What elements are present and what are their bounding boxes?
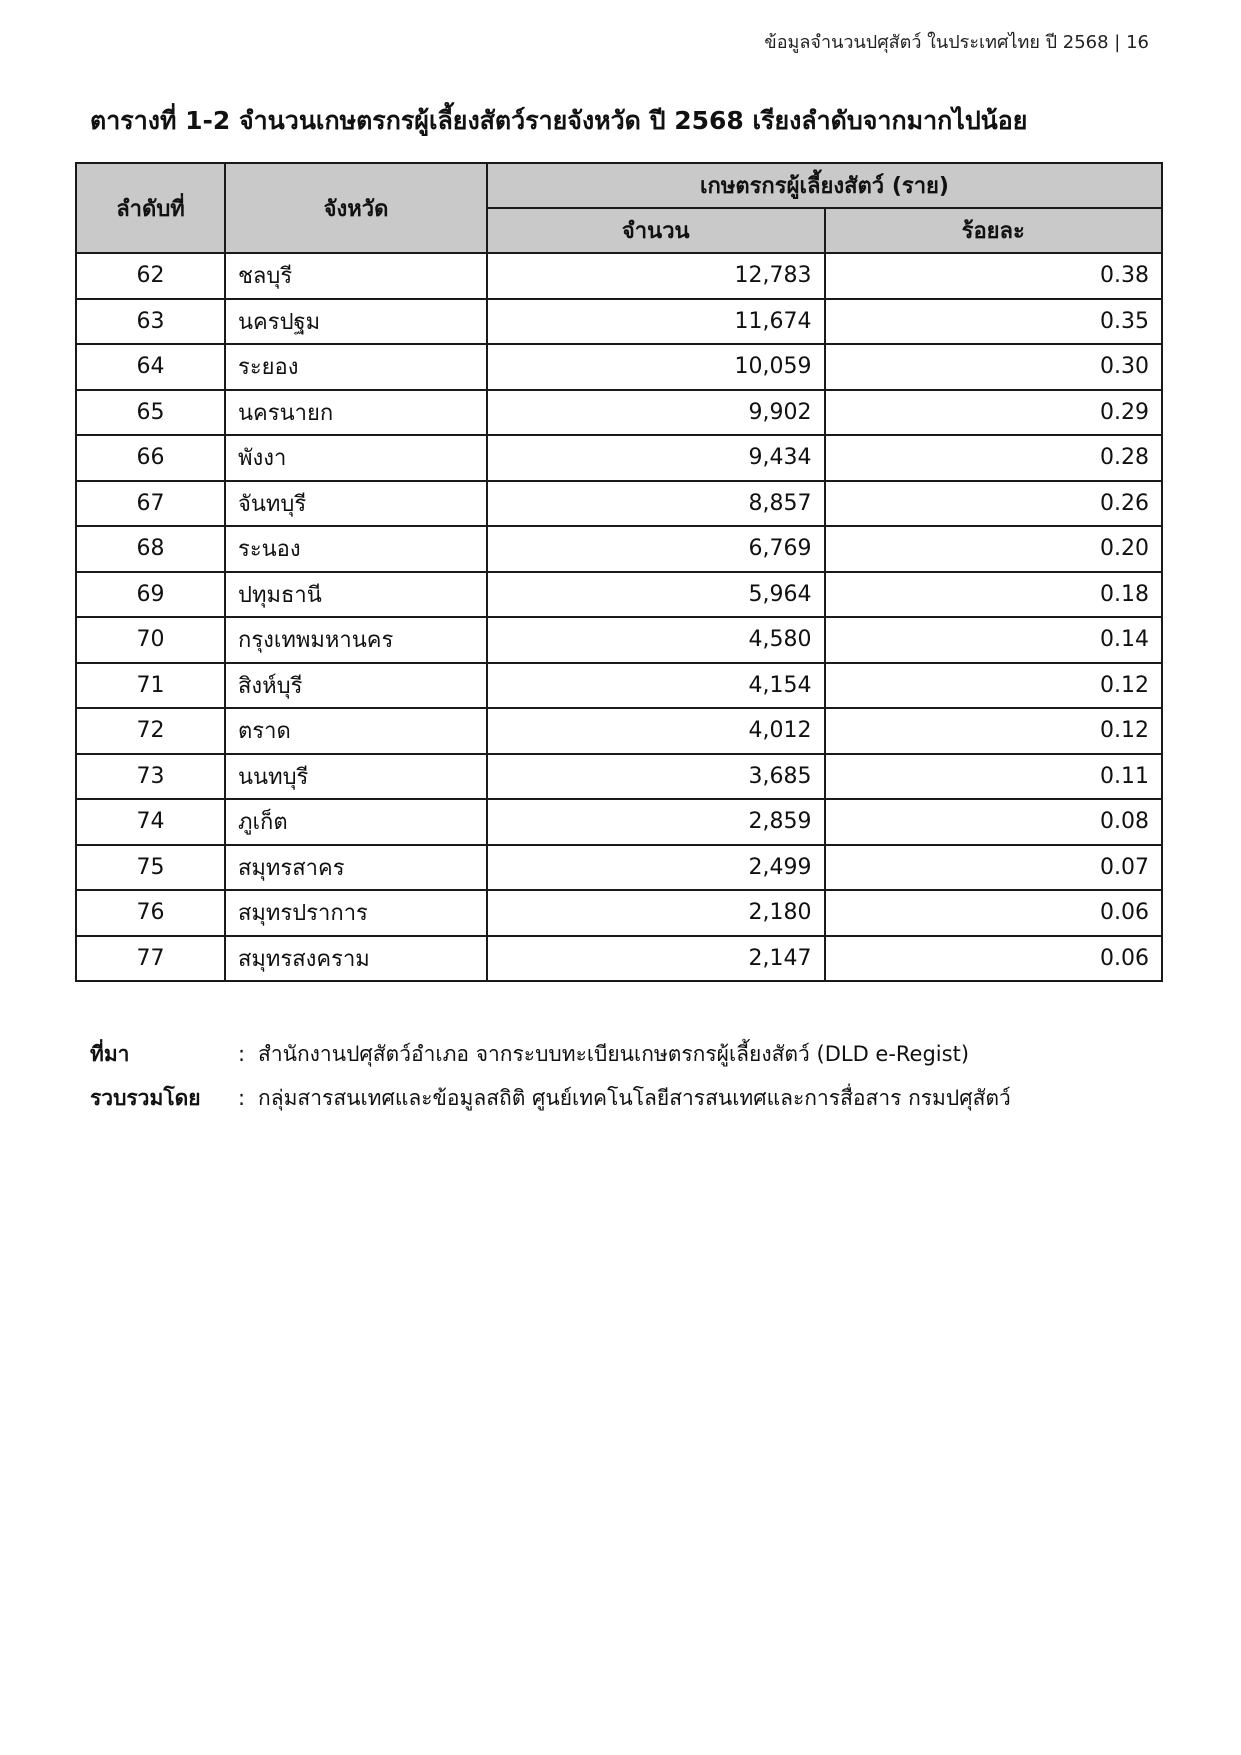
province-cell: ระนอง [225, 526, 487, 572]
header-farmers-group: เกษตรกรผู้เลี้ยงสัตว์ (ราย) [487, 163, 1162, 208]
count-cell: 11,674 [487, 299, 825, 345]
percent-cell: 0.29 [825, 390, 1163, 436]
rank-cell: 73 [76, 754, 225, 800]
compiled-text: กลุ่มสารสนเทศและข้อมูลสถิติ ศูนย์เทคโนโลยีสารสนเทศและการสื่อสาร กรมปศุสัตว์ [258, 1086, 1011, 1110]
table-row [76, 526, 1162, 572]
table-row [76, 799, 1162, 845]
header-percent: ร้อยละ [825, 208, 1163, 253]
province-cell: ระยอง [225, 344, 487, 390]
province-cell: ตราด [225, 708, 487, 754]
header-rank: ลำดับที่ [76, 163, 225, 253]
province-cell: พังงา [225, 435, 487, 481]
source-text: สำนักงานปศุสัตว์อำเภอ จากระบบทะเบียนเกษตรกรผู้เลี้ยงสัตว์ (DLD e-Regist) [258, 1042, 970, 1066]
table-row [76, 890, 1162, 936]
count-cell: 12,783 [487, 253, 825, 299]
percent-cell: 0.07 [825, 845, 1163, 891]
count-cell: 2,499 [487, 845, 825, 891]
percent-cell: 0.14 [825, 617, 1163, 663]
province-cell: สิงห์บุรี [225, 663, 487, 709]
rank-cell: 66 [76, 435, 225, 481]
percent-cell: 0.26 [825, 481, 1163, 527]
percent-cell: 0.12 [825, 663, 1163, 709]
percent-cell: 0.12 [825, 708, 1163, 754]
province-cell: สมุทรสาคร [225, 845, 487, 891]
province-cell: ภูเก็ต [225, 799, 487, 845]
rank-cell: 63 [76, 299, 225, 345]
province-cell: สมุทรปราการ [225, 890, 487, 936]
percent-cell: 0.28 [825, 435, 1163, 481]
table-row [76, 663, 1162, 709]
count-cell: 6,769 [487, 526, 825, 572]
table-row [76, 253, 1162, 299]
table-row [76, 390, 1162, 436]
compiled-note [90, 1076, 1011, 1120]
count-cell: 4,012 [487, 708, 825, 754]
percent-cell: 0.18 [825, 572, 1163, 618]
rank-cell: 71 [76, 663, 225, 709]
table-row [76, 617, 1162, 663]
table-row [76, 481, 1162, 527]
province-cell: จันทบุรี [225, 481, 487, 527]
province-cell: ชลบุรี [225, 253, 487, 299]
province-cell: สมุทรสงคราม [225, 936, 487, 982]
count-cell: 9,902 [487, 390, 825, 436]
count-cell: 9,434 [487, 435, 825, 481]
province-cell: นนทบุรี [225, 754, 487, 800]
rank-cell: 75 [76, 845, 225, 891]
table-title: ตารางที่ 1-2 จำนวนเกษตรกรผู้เลี้ยงสัตว์รายจังหวัด ปี 2568 เรียงลำดับจากมากไปน้อย [90, 106, 1028, 135]
count-cell: 2,859 [487, 799, 825, 845]
percent-cell: 0.11 [825, 754, 1163, 800]
count-cell: 4,580 [487, 617, 825, 663]
count-cell: 4,154 [487, 663, 825, 709]
source-label: ที่มา [90, 1042, 130, 1066]
count-cell: 2,147 [487, 936, 825, 982]
percent-cell: 0.35 [825, 299, 1163, 345]
source-note [90, 1032, 1011, 1076]
compiled-separator: : [238, 1086, 246, 1110]
compiled-label: รวบรวมโดย [90, 1086, 201, 1110]
header-row-1 [76, 163, 1162, 208]
rank-cell: 62 [76, 253, 225, 299]
rank-cell: 77 [76, 936, 225, 982]
province-cell: นครปฐม [225, 299, 487, 345]
header-count: จำนวน [487, 208, 825, 253]
source-separator: : [238, 1042, 246, 1066]
livestock-farmers-table [75, 162, 1163, 982]
count-cell: 10,059 [487, 344, 825, 390]
table-row [76, 754, 1162, 800]
rank-cell: 69 [76, 572, 225, 618]
table-row [76, 708, 1162, 754]
rank-cell: 67 [76, 481, 225, 527]
header-province: จังหวัด [225, 163, 487, 253]
rank-cell: 70 [76, 617, 225, 663]
table-body [76, 253, 1162, 981]
percent-cell: 0.06 [825, 936, 1163, 982]
table-row [76, 435, 1162, 481]
rank-cell: 72 [76, 708, 225, 754]
table-row [76, 344, 1162, 390]
percent-cell: 0.30 [825, 344, 1163, 390]
table-row [76, 845, 1162, 891]
percent-cell: 0.20 [825, 526, 1163, 572]
table-row [76, 572, 1162, 618]
running-header: ข้อมูลจำนวนปศุสัตว์ ในประเทศไทย ปี 2568 | 16 [764, 32, 1149, 53]
province-cell: ปทุมธานี [225, 572, 487, 618]
province-cell: กรุงเทพมหานคร [225, 617, 487, 663]
rank-cell: 76 [76, 890, 225, 936]
count-cell: 5,964 [487, 572, 825, 618]
count-cell: 8,857 [487, 481, 825, 527]
table-row [76, 936, 1162, 982]
percent-cell: 0.06 [825, 890, 1163, 936]
rank-cell: 74 [76, 799, 225, 845]
percent-cell: 0.38 [825, 253, 1163, 299]
percent-cell: 0.08 [825, 799, 1163, 845]
footer-notes [90, 1032, 1011, 1120]
table-row [76, 299, 1162, 345]
count-cell: 2,180 [487, 890, 825, 936]
province-cell: นครนายก [225, 390, 487, 436]
count-cell: 3,685 [487, 754, 825, 800]
rank-cell: 64 [76, 344, 225, 390]
rank-cell: 68 [76, 526, 225, 572]
rank-cell: 65 [76, 390, 225, 436]
